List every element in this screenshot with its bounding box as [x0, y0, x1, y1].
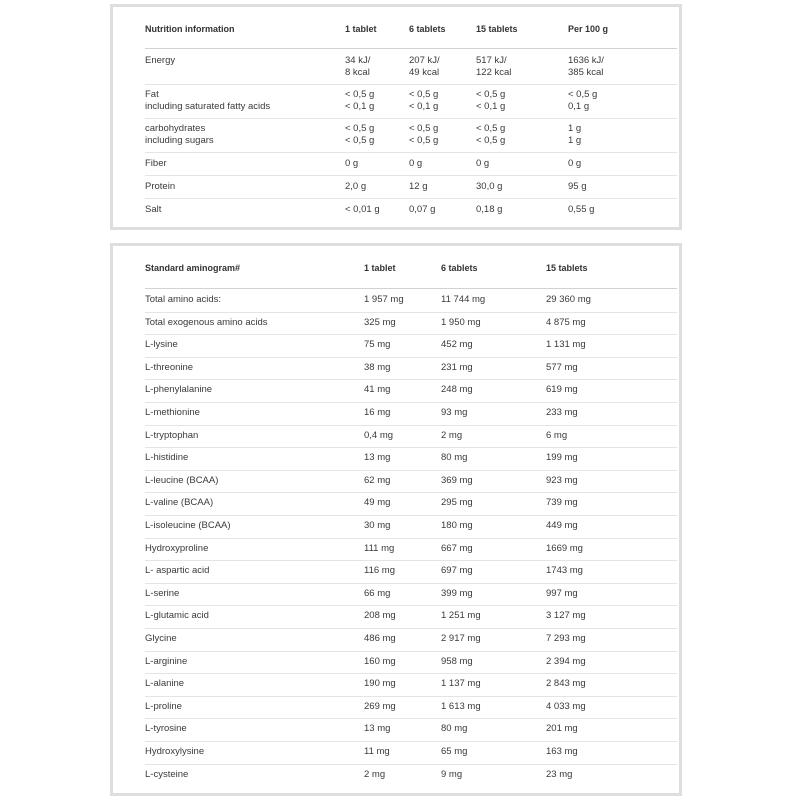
value-cell: 190 mg — [364, 678, 396, 689]
value-cell: 1 131 mg — [546, 339, 586, 350]
value-cell: 577 mg — [546, 362, 578, 373]
value-cell: 66 mg — [364, 588, 391, 599]
row-divider — [145, 357, 677, 358]
value-cell: 13 mg — [364, 452, 391, 463]
value-cell: 667 mg — [441, 543, 473, 554]
value-cell: 385 kcal — [568, 67, 604, 78]
value-cell: 0 g — [345, 158, 359, 169]
value-cell: 7 293 mg — [546, 633, 586, 644]
header-cell: 6 tablets — [441, 263, 478, 273]
value-cell: 93 mg — [441, 407, 468, 418]
row-label: Salt — [145, 204, 162, 215]
value-cell: 13 mg — [364, 723, 391, 734]
value-cell: 49 mg — [364, 497, 391, 508]
value-cell: 6 mg — [546, 430, 568, 441]
row-divider — [145, 718, 677, 719]
value-cell: 0,55 g — [568, 204, 595, 215]
value-cell: 160 mg — [364, 656, 396, 667]
header-cell: 1 tablet — [345, 24, 377, 34]
row-label: Energy — [145, 55, 176, 66]
row-divider — [145, 651, 677, 652]
value-cell: < 0,01 g — [345, 204, 380, 215]
value-cell: 486 mg — [364, 633, 396, 644]
row-label: Fiber — [145, 158, 167, 169]
value-cell: 369 mg — [441, 475, 473, 486]
value-cell: 8 kcal — [345, 67, 370, 78]
value-cell: 16 mg — [364, 407, 391, 418]
value-cell: 95 g — [568, 181, 587, 192]
value-cell: 3 127 mg — [546, 610, 586, 621]
value-cell: 23 mg — [546, 769, 573, 780]
row-label: L-threonine — [145, 362, 194, 373]
row-divider — [145, 425, 677, 426]
header-cell: 15 tablets — [546, 263, 588, 273]
value-cell: 269 mg — [364, 701, 396, 712]
row-label: L-lysine — [145, 339, 178, 350]
nutrition-table — [110, 4, 682, 230]
row-label: L-tyrosine — [145, 723, 187, 734]
value-cell: 2 mg — [441, 430, 463, 441]
value-cell: 997 mg — [546, 588, 578, 599]
row-label: carbohydrates — [145, 123, 206, 134]
row-divider — [145, 312, 677, 313]
value-cell: 0 g — [476, 158, 490, 169]
value-cell: 697 mg — [441, 565, 473, 576]
value-cell: 29 360 mg — [546, 294, 591, 305]
row-divider — [145, 447, 677, 448]
value-cell: 62 mg — [364, 475, 391, 486]
row-label: L-proline — [145, 701, 182, 712]
value-cell: < 0,1 g — [476, 101, 506, 112]
value-cell: 958 mg — [441, 656, 473, 667]
row-divider — [145, 673, 677, 674]
row-label: L-arginine — [145, 656, 188, 667]
row-label: Glycine — [145, 633, 177, 644]
value-cell: < 0,5 g — [345, 123, 375, 134]
value-cell: 1 g — [568, 135, 582, 146]
value-cell: < 0,5 g — [345, 89, 375, 100]
row-divider — [145, 696, 677, 697]
value-cell: 30,0 g — [476, 181, 503, 192]
value-cell: 199 mg — [546, 452, 578, 463]
value-cell: 80 mg — [441, 723, 468, 734]
value-cell: 12 g — [409, 181, 428, 192]
value-cell: 231 mg — [441, 362, 473, 373]
value-cell: 1 137 mg — [441, 678, 481, 689]
value-cell: 201 mg — [546, 723, 578, 734]
value-cell: 41 mg — [364, 384, 391, 395]
value-cell: 122 kcal — [476, 67, 512, 78]
row-divider — [145, 198, 677, 199]
value-cell: 2 843 mg — [546, 678, 586, 689]
value-cell: 0,4 mg — [364, 430, 394, 441]
value-cell: < 0,5 g — [345, 135, 375, 146]
value-cell: 208 mg — [364, 610, 396, 621]
row-divider — [145, 175, 677, 176]
row-label: L-serine — [145, 588, 180, 599]
row-label: Hydroxyproline — [145, 543, 209, 554]
row-label: Fat — [145, 89, 159, 100]
value-cell: 2 mg — [364, 769, 386, 780]
row-label: Total exogenous amino acids — [145, 317, 268, 328]
value-cell: 0,1 g — [568, 101, 590, 112]
row-divider — [145, 764, 677, 765]
row-label: L-cysteine — [145, 769, 189, 780]
row-label: L-tryptophan — [145, 430, 199, 441]
row-divider — [145, 515, 677, 516]
value-cell: < 0,5 g — [409, 135, 439, 146]
value-cell: < 0,1 g — [409, 101, 439, 112]
value-cell: 449 mg — [546, 520, 578, 531]
value-cell: 207 kJ/ — [409, 55, 440, 66]
value-cell: 163 mg — [546, 746, 578, 757]
value-cell: 49 kcal — [409, 67, 440, 78]
value-cell: 1 613 mg — [441, 701, 481, 712]
row-label: Protein — [145, 181, 176, 192]
value-cell: 1669 mg — [546, 543, 583, 554]
value-cell: 1 g — [568, 123, 582, 134]
value-cell: 75 mg — [364, 339, 391, 350]
row-label: L- aspartic acid — [145, 565, 210, 576]
row-divider — [145, 583, 677, 584]
value-cell: 1 251 mg — [441, 610, 481, 621]
row-label: L-histidine — [145, 452, 189, 463]
value-cell: 1 950 mg — [441, 317, 481, 328]
value-cell: 1 957 mg — [364, 294, 404, 305]
row-label: L-alanine — [145, 678, 185, 689]
row-divider — [145, 84, 677, 85]
row-divider — [145, 118, 677, 119]
header-divider — [145, 48, 677, 49]
value-cell: 180 mg — [441, 520, 473, 531]
value-cell: 0,18 g — [476, 204, 503, 215]
row-divider — [145, 628, 677, 629]
value-cell: 1743 mg — [546, 565, 583, 576]
value-cell: 2 394 mg — [546, 656, 586, 667]
value-cell: < 0,5 g — [476, 123, 506, 134]
row-label: including sugars — [145, 135, 214, 146]
value-cell: 30 mg — [364, 520, 391, 531]
value-cell: 0,07 g — [409, 204, 436, 215]
header-divider — [145, 288, 677, 289]
value-cell: 2,0 g — [345, 181, 367, 192]
value-cell: 34 kJ/ — [345, 55, 371, 66]
row-label: L-valine (BCAA) — [145, 497, 214, 508]
value-cell: 248 mg — [441, 384, 473, 395]
row-divider — [145, 379, 677, 380]
value-cell: 38 mg — [364, 362, 391, 373]
row-label: Hydroxylysine — [145, 746, 205, 757]
row-label: Total amino acids: — [145, 294, 222, 305]
value-cell: 116 mg — [364, 565, 395, 576]
value-cell: 2 917 mg — [441, 633, 481, 644]
row-divider — [145, 492, 677, 493]
row-label: including saturated fatty acids — [145, 101, 271, 112]
value-cell: 80 mg — [441, 452, 468, 463]
value-cell: 111 mg — [364, 543, 395, 554]
value-cell: < 0,5 g — [568, 89, 598, 100]
row-label: L-methionine — [145, 407, 200, 418]
row-label: L-leucine (BCAA) — [145, 475, 219, 486]
value-cell: 923 mg — [546, 475, 578, 486]
value-cell: 11 744 mg — [441, 294, 486, 305]
value-cell: 9 mg — [441, 769, 463, 780]
value-cell: 739 mg — [546, 497, 578, 508]
value-cell: 325 mg — [364, 317, 396, 328]
value-cell: 295 mg — [441, 497, 473, 508]
aminogram-table — [110, 243, 682, 796]
value-cell: < 0,5 g — [409, 123, 439, 134]
header-cell: 6 tablets — [409, 24, 446, 34]
value-cell: 452 mg — [441, 339, 473, 350]
value-cell: 399 mg — [441, 588, 473, 599]
row-label: L-isoleucine (BCAA) — [145, 520, 231, 531]
row-divider — [145, 605, 677, 606]
value-cell: < 0,5 g — [476, 135, 506, 146]
row-divider — [145, 334, 677, 335]
value-cell: < 0,1 g — [345, 101, 375, 112]
header-cell: Standard aminogram# — [145, 263, 241, 273]
value-cell: 1636 kJ/ — [568, 55, 604, 66]
value-cell: < 0,5 g — [409, 89, 439, 100]
value-cell: 4 875 mg — [546, 317, 586, 328]
header-cell: 15 tablets — [476, 24, 518, 34]
row-divider — [145, 741, 677, 742]
value-cell: 517 kJ/ — [476, 55, 507, 66]
row-label: L-glutamic acid — [145, 610, 209, 621]
row-divider — [145, 152, 677, 153]
header-cell: 1 tablet — [364, 263, 396, 273]
row-divider — [145, 402, 677, 403]
value-cell: < 0,5 g — [476, 89, 506, 100]
row-label: L-phenylalanine — [145, 384, 213, 395]
value-cell: 0 g — [409, 158, 423, 169]
value-cell: 11 mg — [364, 746, 390, 757]
row-divider — [145, 470, 677, 471]
value-cell: 4 033 mg — [546, 701, 586, 712]
row-divider — [145, 538, 677, 539]
row-divider — [145, 560, 677, 561]
value-cell: 619 mg — [546, 384, 578, 395]
header-cell: Nutrition information — [145, 24, 235, 34]
value-cell: 65 mg — [441, 746, 468, 757]
header-cell: Per 100 g — [568, 24, 609, 34]
value-cell: 233 mg — [546, 407, 578, 418]
value-cell: 0 g — [568, 158, 582, 169]
